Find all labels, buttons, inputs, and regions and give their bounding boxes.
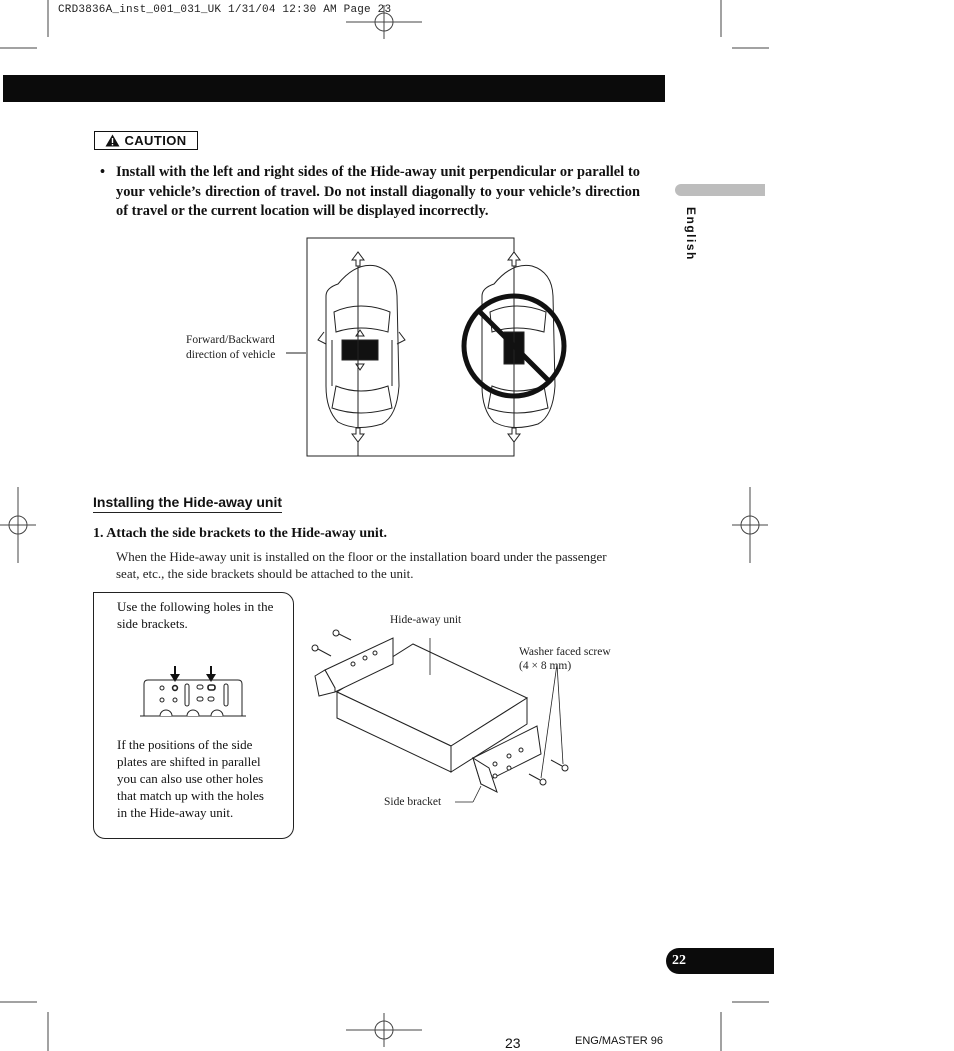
note-top-text: Use the following holes in the side brackets. (117, 599, 274, 631)
caution-badge (94, 131, 198, 150)
step-1-title: 1. Attach the side brackets to the Hide-away unit. (93, 526, 387, 541)
label-hide-away-unit: Hide-away unit (390, 614, 462, 626)
label-side-bracket: Side bracket (384, 796, 442, 808)
assembly-diagram (305, 620, 585, 810)
note-bottom-text: If the positions of the side plates are shifted in parallel you can also use other holes that match up with the holes in the Hide-away unit. (117, 737, 264, 820)
bullet-symbol: • (100, 164, 106, 180)
orientation-figure (280, 236, 580, 460)
language-tab (675, 184, 765, 196)
bullet-text: Install with the left and right sides of the Hide-away unit perpendicular or parallel to your vehicle’s direction of travel. Do not install diagonally to your vehicle’s direction of travel or the current location will be displayed incorrectly. (116, 164, 640, 219)
print-slug: CRD3836A_inst_001_031_UK 1/31/04 12:30 AM Page 23 (58, 4, 392, 16)
caution-label: CAUTION (124, 133, 187, 148)
car-correct (318, 265, 405, 427)
page-number-tab-label: 22 (672, 953, 686, 968)
section-heading: Installing the Hide-away unit (93, 494, 282, 513)
folio: 23 (505, 1035, 521, 1051)
header-bar (3, 75, 665, 102)
language-label: English (684, 207, 698, 261)
footer-code: ENG/MASTER 96 (575, 1035, 664, 1047)
bracket-holes-diagram (140, 666, 246, 720)
direction-label: Forward/Backward direction of vehicle (186, 334, 276, 361)
car-incorrect (482, 265, 555, 427)
step-1-description: When the Hide-away unit is installed on the floor or the installation board under the passenger seat, etc., the side brackets should be attached to the unit. (116, 549, 607, 581)
warning-triangle-icon (105, 134, 120, 147)
label-washer-screw: Washer faced screw (4 × 8 mm) (519, 646, 611, 672)
